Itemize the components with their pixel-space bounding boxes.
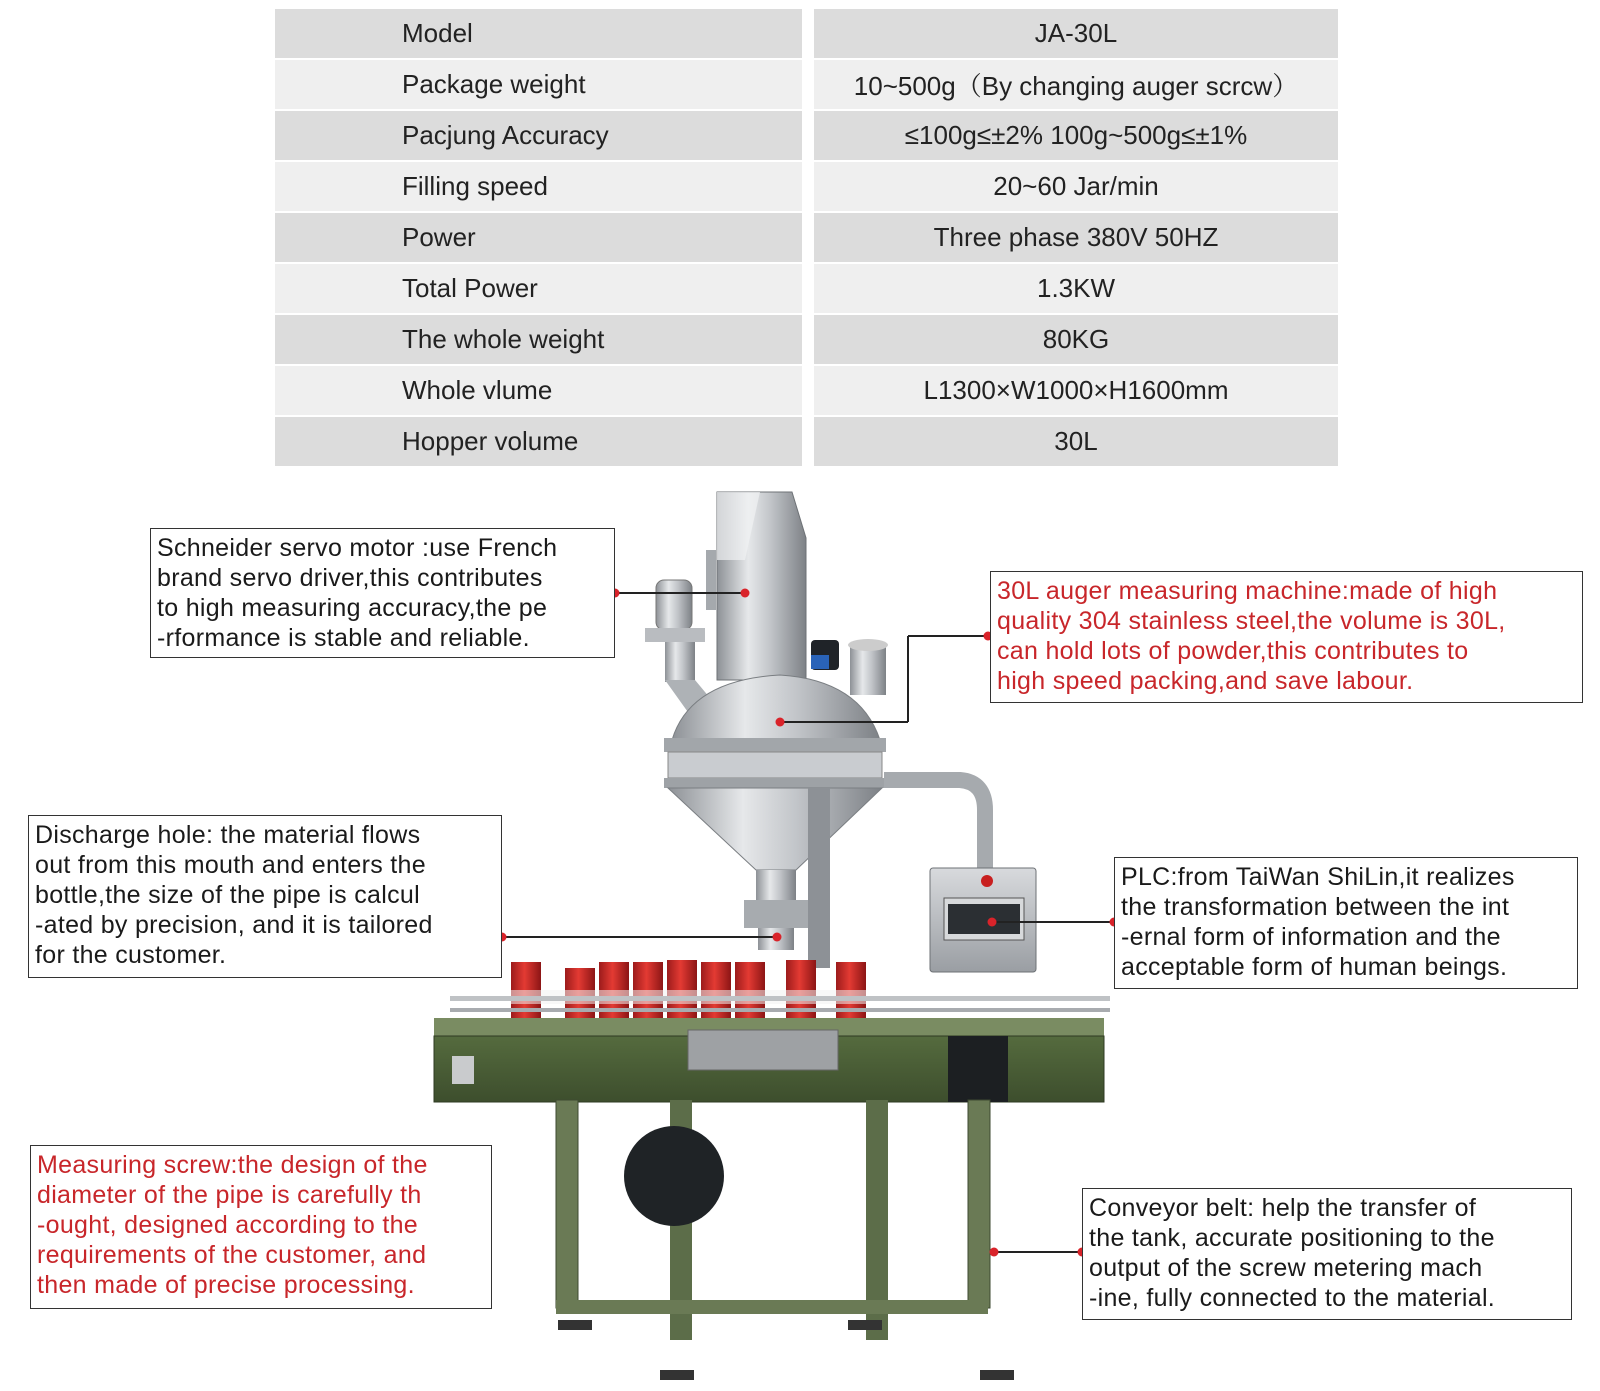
- conveyor-belt: [434, 1018, 1104, 1102]
- plc-control-box: [884, 780, 1036, 972]
- spec-row-package-weight: [275, 60, 1338, 109]
- spec-row-whole-volume: [275, 366, 1338, 415]
- callout-discharge-hole: Discharge hole: the material flows out from this mouth and enters the bottle,the size of the pipe is calcul -ated by precision, and it is tailored for the customer.: [28, 815, 502, 978]
- spec-value: JA-30L: [814, 9, 1338, 58]
- spec-table: [275, 9, 1338, 468]
- servo-motor-housing: [706, 492, 806, 680]
- spec-label: Total Power: [275, 264, 802, 313]
- spec-row-whole-weight: [275, 315, 1338, 364]
- spec-value: 30L: [814, 417, 1338, 466]
- callout-servo-motor: Schneider servo motor :use French brand servo driver,this contributes to high measuring accuracy,the pe -rformance is stable and reliable.: [150, 528, 615, 658]
- spec-value: 80KG: [814, 315, 1338, 364]
- spec-label: Whole vlume: [275, 366, 802, 415]
- spec-label: Filling speed: [275, 162, 802, 211]
- spec-row-accuracy: [275, 111, 1338, 160]
- spec-value: ≤100g≤±2% 100g~500g≤±1%: [814, 111, 1338, 160]
- spec-value: 1.3KW: [814, 264, 1338, 313]
- callout-plc: PLC:from TaiWan ShiLin,it realizes the transformation between the int -ernal form of information and the acceptable form of human beings.: [1114, 857, 1578, 989]
- callout-measuring-screw: Measuring screw:the design of the diameter of the pipe is carefully th -ought, designed according to the requirements of the customer, and then made of precise processing.: [30, 1145, 492, 1309]
- spec-row-power: [275, 213, 1338, 262]
- callout-conveyor-belt: Conveyor belt: help the transfer of the tank, accurate positioning to the output of the screw metering mach -ine, fully connected to the material.: [1082, 1188, 1572, 1320]
- spec-label: Hopper volume: [275, 417, 802, 466]
- spec-value: 10~500g（By changing auger scrcw）: [814, 60, 1338, 109]
- spec-label: Model: [275, 9, 802, 58]
- spec-row-total-power: [275, 264, 1338, 313]
- spec-value: Three phase 380V 50HZ: [814, 213, 1338, 262]
- spec-label: Pacjung Accuracy: [275, 111, 802, 160]
- spec-label: The whole weight: [275, 315, 802, 364]
- spec-row-model: [275, 9, 1338, 58]
- support-column: [808, 788, 830, 968]
- spec-label: Package weight: [275, 60, 802, 109]
- spec-label: Power: [275, 213, 802, 262]
- spec-value: 20~60 Jar/min: [814, 162, 1338, 211]
- callout-auger-machine: 30L auger measuring machine:made of high quality 304 stainless steel,the volume is 30L, can hold lots of powder,this contributes to high speed packing,and save labour.: [990, 571, 1583, 703]
- machine-frame: [556, 1100, 1014, 1380]
- hopper-cone: [668, 788, 882, 950]
- spec-row-filling-speed: [275, 162, 1338, 211]
- spec-row-hopper-volume: [275, 417, 1338, 466]
- guide-rail: [450, 996, 1110, 1001]
- spec-value: L1300×W1000×H1600mm: [814, 366, 1338, 415]
